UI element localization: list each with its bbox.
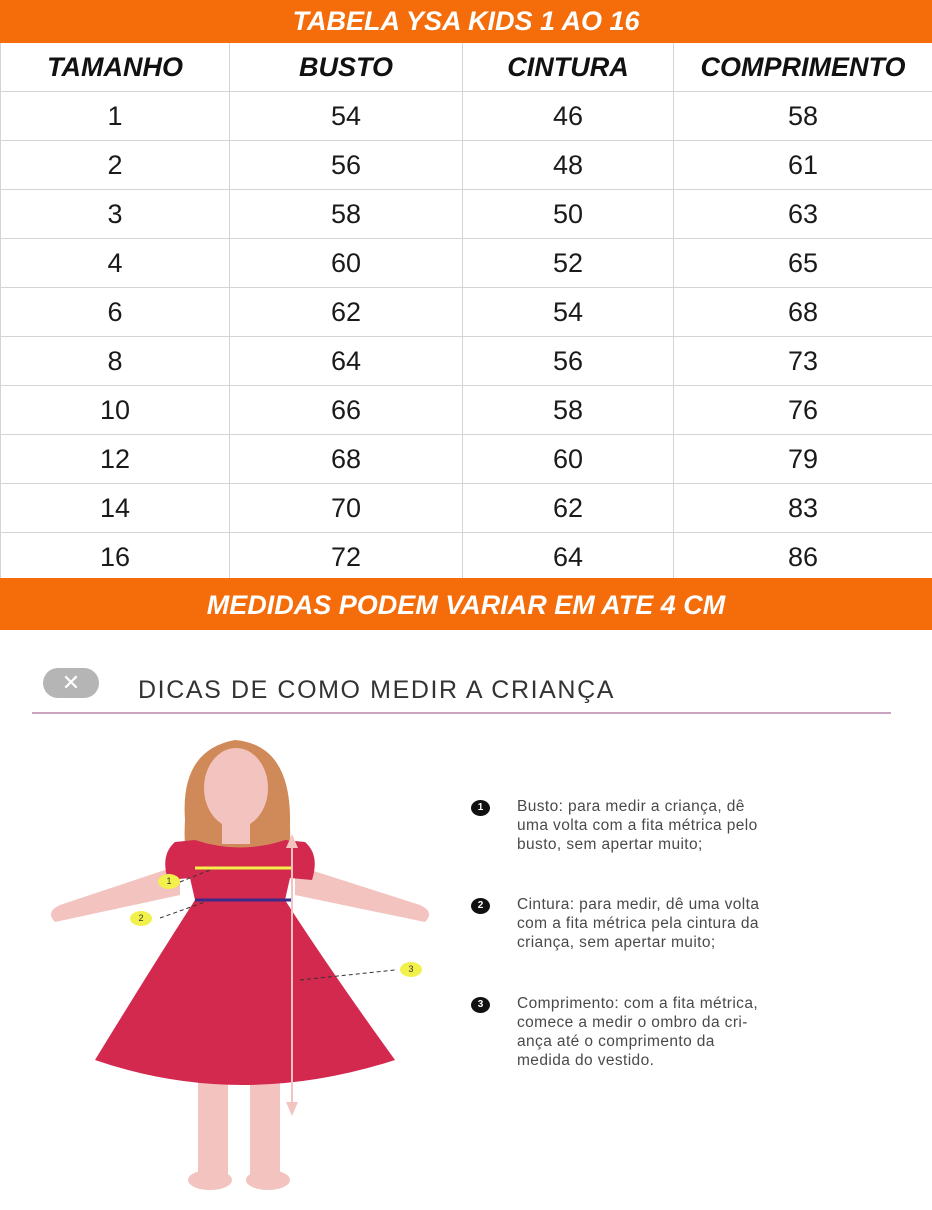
length-arrow-bottom <box>286 1102 298 1116</box>
divider <box>32 712 891 714</box>
tip-number-1: 1 <box>471 800 490 816</box>
tip-length-line: medida do vestido. <box>517 1051 907 1070</box>
table-cell: 66 <box>230 386 463 435</box>
table-cell: 58 <box>463 386 674 435</box>
right-leg <box>250 1080 280 1175</box>
table-row <box>1 337 932 386</box>
table-row <box>1 386 932 435</box>
table-row <box>1 190 932 239</box>
table-row <box>1 533 932 582</box>
size-table <box>0 43 932 582</box>
tip-waist-line: criança, sem apertar muito; <box>517 933 907 952</box>
face <box>204 748 268 828</box>
column-header-tamanho: TAMANHO <box>1 43 230 92</box>
tip-waist <box>517 895 907 952</box>
table-cell: 70 <box>230 484 463 533</box>
table-cell: 6 <box>1 288 230 337</box>
marker-2: 2 <box>130 911 152 926</box>
tip-number-2: 2 <box>471 898 490 914</box>
table-cell: 48 <box>463 141 674 190</box>
left-arm <box>51 865 180 922</box>
column-header-busto: BUSTO <box>230 43 463 92</box>
table-cell: 79 <box>674 435 932 484</box>
column-header-cintura: CINTURA <box>463 43 674 92</box>
table-cell: 56 <box>230 141 463 190</box>
table-cell: 10 <box>1 386 230 435</box>
close-icon[interactable]: ✕ <box>43 668 99 698</box>
table-cell: 1 <box>1 92 230 141</box>
measuring-tips-panel <box>0 630 932 1115</box>
table-cell: 14 <box>1 484 230 533</box>
table-row <box>1 141 932 190</box>
table-cell: 60 <box>463 435 674 484</box>
table-cell: 62 <box>230 288 463 337</box>
table-row <box>1 92 932 141</box>
table-cell: 73 <box>674 337 932 386</box>
tip-bust <box>517 797 907 854</box>
table-cell: 12 <box>1 435 230 484</box>
table-cell: 63 <box>674 190 932 239</box>
table-cell: 4 <box>1 239 230 288</box>
table-cell: 8 <box>1 337 230 386</box>
table-cell: 64 <box>230 337 463 386</box>
table-cell: 76 <box>674 386 932 435</box>
table-cell: 65 <box>674 239 932 288</box>
right-foot <box>246 1170 290 1190</box>
table-cell: 72 <box>230 533 463 582</box>
table-row <box>1 239 932 288</box>
table-cell: 61 <box>674 141 932 190</box>
left-foot <box>188 1170 232 1190</box>
table-cell: 3 <box>1 190 230 239</box>
column-header-comprimento: COMPRIMENTO <box>674 43 932 92</box>
table-cell: 56 <box>463 337 674 386</box>
table-cell: 60 <box>230 239 463 288</box>
table-header-row <box>1 43 932 92</box>
table-cell: 54 <box>463 288 674 337</box>
table-row <box>1 435 932 484</box>
tip-length <box>517 994 907 1070</box>
table-cell: 62 <box>463 484 674 533</box>
table-row <box>1 288 932 337</box>
table-cell: 64 <box>463 533 674 582</box>
dress <box>95 840 395 1085</box>
table-cell: 54 <box>230 92 463 141</box>
table-cell: 58 <box>230 190 463 239</box>
left-leg <box>198 1080 228 1175</box>
tip-length-line: Comprimento: com a fita métrica, <box>517 994 907 1013</box>
child-illustration <box>0 730 460 1210</box>
table-cell: 52 <box>463 239 674 288</box>
marker-3: 3 <box>400 962 422 977</box>
table-cell: 58 <box>674 92 932 141</box>
table-cell: 68 <box>674 288 932 337</box>
neck <box>222 822 250 844</box>
variation-note: MEDIDAS PODEM VARIAR EM ATE 4 CM <box>0 578 932 630</box>
tip-waist-line: Cintura: para medir, dê uma volta <box>517 895 907 914</box>
tip-length-line: ança até o comprimento da <box>517 1032 907 1051</box>
table-cell: 83 <box>674 484 932 533</box>
table-cell: 68 <box>230 435 463 484</box>
marker-1: 1 <box>158 874 180 889</box>
tip-waist-line: com a fita métrica pela cintura da <box>517 914 907 933</box>
table-title: TABELA YSA KIDS 1 AO 16 <box>0 0 932 43</box>
tip-bust-line: Busto: para medir a criança, dê <box>517 797 907 816</box>
table-cell: 16 <box>1 533 230 582</box>
right-arm <box>295 865 429 922</box>
table-cell: 46 <box>463 92 674 141</box>
tip-length-line: comece a medir o ombro da cri- <box>517 1013 907 1032</box>
tips-title: DICAS DE COMO MEDIR A CRIANÇA <box>138 676 615 705</box>
tip-bust-line: busto, sem apertar muito; <box>517 835 907 854</box>
table-row <box>1 484 932 533</box>
table-cell: 50 <box>463 190 674 239</box>
table-cell: 2 <box>1 141 230 190</box>
table-cell: 86 <box>674 533 932 582</box>
tip-number-3: 3 <box>471 997 490 1013</box>
tip-bust-line: uma volta com a fita métrica pelo <box>517 816 907 835</box>
